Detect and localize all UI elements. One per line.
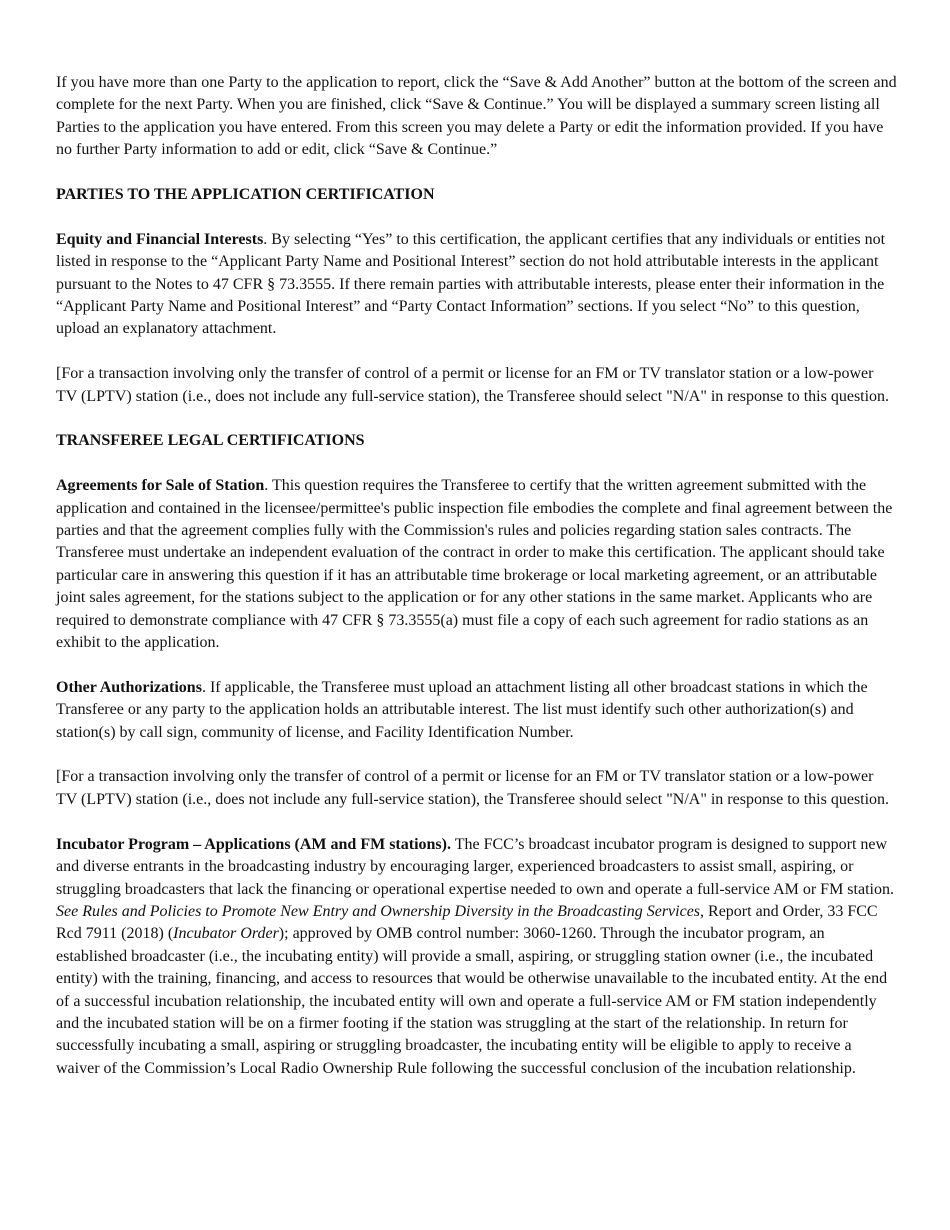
incubator-order-label: Incubator Order xyxy=(173,925,279,943)
intro-paragraph: If you have more than one Party to the application to report, click the “Save & Add Another” button at the bottom of the screen and complete for the next Party. When you are finished, click “Save & Continue.” You will be displayed a summary screen listing all Parties to the application you have entered. From this screen you may delete a Party or edit the information provided. If you have no further Party information to add or edit, click “Save & Continue.” xyxy=(56,74,897,159)
incubator-title: Incubator Program – Applications (AM and FM stations). xyxy=(56,835,451,853)
incubator-program-paragraph xyxy=(56,834,898,1080)
document-page xyxy=(56,72,898,1103)
other-authorizations-title: Other Authorizations xyxy=(56,678,202,696)
other-authorizations-text: . If applicable, the Transferee must upload an attachment listing all other broadcast stations in which the Transferee or any party to the application holds an attributable interest. The list must identify such other authorization(s) and station(s) by call sign, community of license, and Facility Identification Number. xyxy=(56,678,868,741)
equity-text: . By selecting “Yes” to this certification, the applicant certifies that any individuals or entities not listed in response to the “Applicant Party Name and Positional Interest” section do not hold attributable interests in the applicant pursuant to the Notes to 47 CFR § 73.3555. If there remain parties with attributable interests, please enter their information in the “Applicant Party Name and Positional Interest” and “Party Contact Information” sections. If you select “No” to this question, upload an explanatory attachment. xyxy=(56,230,886,338)
parties-certification-heading: PARTIES TO THE APPLICATION CERTIFICATION xyxy=(56,186,435,204)
incubator-text-3: ); approved by OMB control number: 3060-1260. Through the incubator program, an established broadcaster (i.e., the incubating entity) will provide a small, aspiring, or struggling station owner (i.e., the incubated entity) with the training, financing, and access to resources that would be otherwise unavailable to the incubated entity. At the end of a successful incubation relationship, the incubated entity will own and operate a full-service AM or FM station independently and the incubated station will be on a firmer footing if the station was struggling at the start of the relationship. In return for successfully incubating a small, aspiring or struggling broadcaster, the incubating entity will be eligible to apply to receive a waiver of the Commission’s Local Radio Ownership Rule following the successful conclusion of the incubation relationship. xyxy=(56,925,888,1077)
other-authorizations-paragraph xyxy=(56,677,898,744)
agreements-title: Agreements for Sale of Station xyxy=(56,477,265,495)
agreements-text: . This question requires the Transferee to certify that the written agreement submitted with the application and contained in the licensee/permittee's public inspection file embodies the complete and final agreement between the parties and that the agreement complies fully with the Commission's rules and policies regarding station sales contracts. The Transferee must undertake an independent evaluation of the contract in order to make this certification. The applicant should take particular care in answering this question if it has an attributable time brokerage or local marketing agreement, or an attributable joint sales agreement, for the stations subject to the application or for any other stations in the same market. Applicants who are required to demonstrate compliance with 47 CFR § 73.3555(a) must file a copy of each such agreement for radio stations as an exhibit to the application. xyxy=(56,477,893,652)
translator-note-paragraph-1: [For a transaction involving only the transfer of control of a permit or license for an FM or TV translator station or a low-power TV (LPTV) station (i.e., does not include any full-service station), the Transferee should select "N/A" in response to this question. xyxy=(56,365,890,405)
incubator-citation-title: See Rules and Policies to Promote New Entry and Ownership Diversity in the Broadcasting Services xyxy=(56,902,701,920)
incubator-text-2: , Report and Order, 33 FCC Rcd 7911 (2018) ( xyxy=(56,902,878,943)
incubator-text-1: The FCC’s broadcast incubator program is designed to support new and diverse entrants in the broadcasting industry by encouraging larger, experienced broadcasters to assist small, aspiring, or struggling broadcasters that lack the financing or operational expertise needed to own and operate a full-service AM or FM station. xyxy=(56,835,894,898)
equity-financial-interests-paragraph xyxy=(56,229,898,341)
agreements-sale-paragraph xyxy=(56,475,898,654)
translator-note-paragraph-2: [For a transaction involving only the transfer of control of a permit or license for an FM or TV translator station or a low-power TV (LPTV) station (i.e., does not include any full-service station), the Transferee should select "N/A" in response to this question. xyxy=(56,768,890,808)
transferee-legal-certifications-heading: TRANSFEREE LEGAL CERTIFICATIONS xyxy=(56,432,365,450)
equity-title: Equity and Financial Interests xyxy=(56,230,264,248)
